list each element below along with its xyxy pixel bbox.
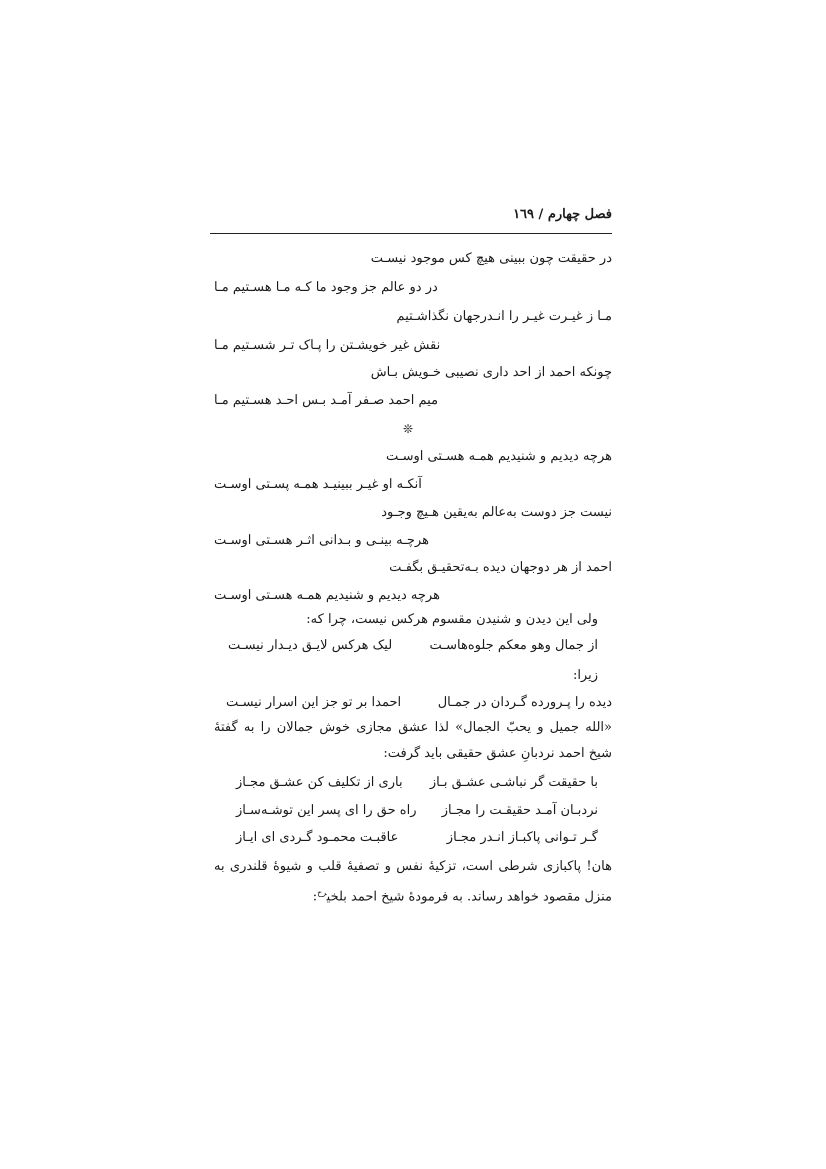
paragraph2-line-2 [313, 884, 612, 906]
section-separator-icon: ❊ [403, 422, 414, 436]
header-title: فصل چهارم / ١٦٩ [513, 207, 612, 222]
paragraph2-line-2-text: منزل مقصود خواهد رساند. به فرمودهٔ شیخ احمد بلخی [326, 889, 612, 905]
poem1-line-3: مـا ز غیـرت غیـر را انـدرجهان نگذاشـتیم [396, 309, 612, 324]
poem2-line-4: هرچـه بینـی و بـدانی اثـر هسـتی اوسـت [214, 533, 429, 548]
couplet2-left: احمدا بر تو جز این اسرار نیسـت [226, 695, 402, 710]
couplet2-right: دیده را پـرورده گـردان در جمـال [437, 695, 612, 710]
running-header [210, 203, 612, 234]
poem2-line-5: احمد از هر دوجهان دیده بـه‌تحقیـق بگفـت [389, 560, 612, 575]
poem2-line-1: هرچه دیدیم و شنیدیم همـه هسـتی اوسـت [386, 449, 612, 464]
couplet3-3-left: عاقبـت محمـود گـردی ای ایـاز [236, 830, 399, 845]
paragraph2-line-1: هان! پاکبازی شرطی است، تزکیهٔ نفس و تصفیهٔ قلب و شیوهٔ قلندری به [214, 859, 612, 874]
couplet3-1-right: با حقیقت گر نباشـی عشـق بـاز [429, 775, 598, 790]
couplet1-left: لیک هرکس لایـق دیـدار نیسـت [228, 638, 393, 653]
paragraph1-line-1: «الله جمیل و یحبّ الجمال» لذا عشق مجازی خوش جمالان را به گفتهٔ [214, 720, 612, 735]
poem2-line-2: آنکـه او غیـر ببینیـد همـه پسـتی اوسـت [214, 477, 422, 492]
couplet3-3-right: گـر تـوانی پاکبـاز انـدر مجـاز [446, 830, 598, 845]
poem1-line-1: در حقیقت چون ببینی هیچ کس موجود نیسـت [370, 251, 612, 266]
paragraph1-line-2: شیخ احمد نردبانِ عشق حقیقی باید گرفت: [383, 746, 612, 761]
couplet3-2-right: نردبـان آمـد حقیقـت را مجـاز [441, 803, 598, 818]
intro-line-2: زیرا: [572, 668, 598, 683]
poem1-line-2: در دو عالم جز وجود ما کـه مـا هسـتیم مـا [214, 280, 438, 295]
honorific-superscript: رح [317, 888, 327, 897]
couplet3-1-left: باری از تکلیف کن عشـق مجـاز [236, 775, 403, 790]
poem2-line-3: نیست جز دوست به‌عالم به‌یقین هـیچ وجـود [381, 505, 612, 520]
paragraph2-line-2-end: : [312, 889, 318, 905]
poem2-line-6: هرچه دیدیم و شنیدیم همـه هسـتی اوسـت [214, 588, 440, 603]
poem1-line-5: چونکه احمد از احد داری نصیبی خـویش بـاش [370, 365, 612, 380]
couplet1-right: از جمال وهو معکم جلوه‌هاسـت [429, 638, 598, 653]
couplet3-2-left: راه حق را ای پسر این توشـه‌سـاز [236, 803, 417, 818]
poem1-line-4: نقش غیر خویشـتن را پـاک تـر شسـتیم مـا [214, 338, 441, 353]
intro-line-1: ولی این دیدن و شنیدن مقسوم هرکس نیست، چرا که: [306, 612, 598, 627]
poem1-line-6: میم احمد صـفر آمـد بـس احـد هسـتیم مـا [214, 393, 439, 408]
